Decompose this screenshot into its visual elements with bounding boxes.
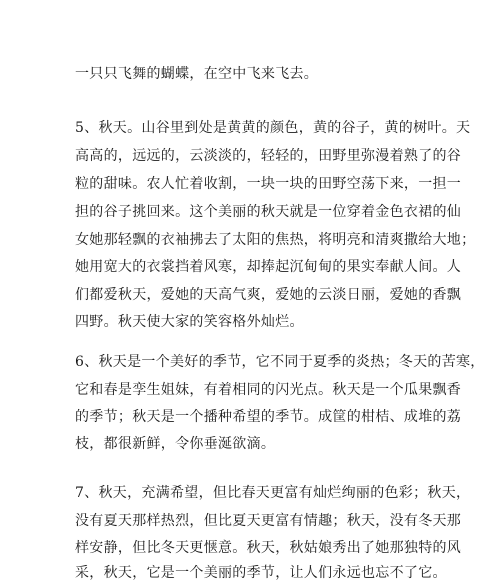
paragraph-7-line: 样安静，但比冬天更惬意。秋天，秋姑娘秀出了她那独特的风: [75, 540, 462, 556]
paragraph-5-line: 5、秋天。山谷里到处是黄黄的颜色，黄的谷子，黄的树叶。天: [75, 120, 471, 136]
paragraph-6-line: 6、秋天是一个美好的季节，它不同于夏季的炎热；冬天的苦寒，: [75, 354, 485, 370]
paragraph-5-line: 她用宽大的衣裳挡着风寒，却捧起沉甸甸的果实奉献人间。人: [75, 259, 462, 275]
paragraph-7-line: 采，秋天，它是一个美丽的季节，让人们永远也忘不了它。: [75, 565, 447, 581]
paragraph-6-line: 的季节；秋天是一个播种希望的季节。成筐的柑桔、成堆的荔: [75, 409, 462, 425]
paragraph-5-line: 四野。秋天使大家的笑容格外灿烂。: [75, 314, 304, 330]
paragraph-5-line: 担的谷子挑回来。这个美丽的秋天就是一位穿着金色衣裙的仙: [75, 204, 462, 220]
paragraph-6-line: 枝，都很新鲜，令你垂涎欲滴。: [75, 436, 276, 452]
paragraph-7-line: 没有夏天那样热烈，但比夏天更富有情趣；秋天，没有冬天那: [75, 513, 462, 529]
text-line: 一只只飞舞的蝴蝶，在空中飞来飞去。: [75, 66, 319, 82]
paragraph-6-line: 它和春是孪生姐妹，有着相同的闪光点。秋天是一个瓜果飘香: [75, 382, 462, 398]
paragraph-5-line: 女她那轻飘的衣袖拂去了太阳的焦热，将明亮和清爽撒给大地；: [75, 232, 476, 248]
paragraph-5-line: 粒的甜味。农人忙着收割，一块一块的田野空荡下来，一担一: [75, 176, 462, 192]
paragraph-7-line: 7、秋天，充满希望，但比春天更富有灿烂绚丽的色彩；秋天，: [75, 485, 471, 501]
paragraph-5-line: 高高的，远远的，云淡淡的，轻轻的，田野里弥漫着熟了的谷: [75, 148, 462, 164]
paragraph-5-line: 们都爱秋天，爱她的天高气爽，爱她的云淡日丽，爱她的香飘: [75, 287, 462, 303]
